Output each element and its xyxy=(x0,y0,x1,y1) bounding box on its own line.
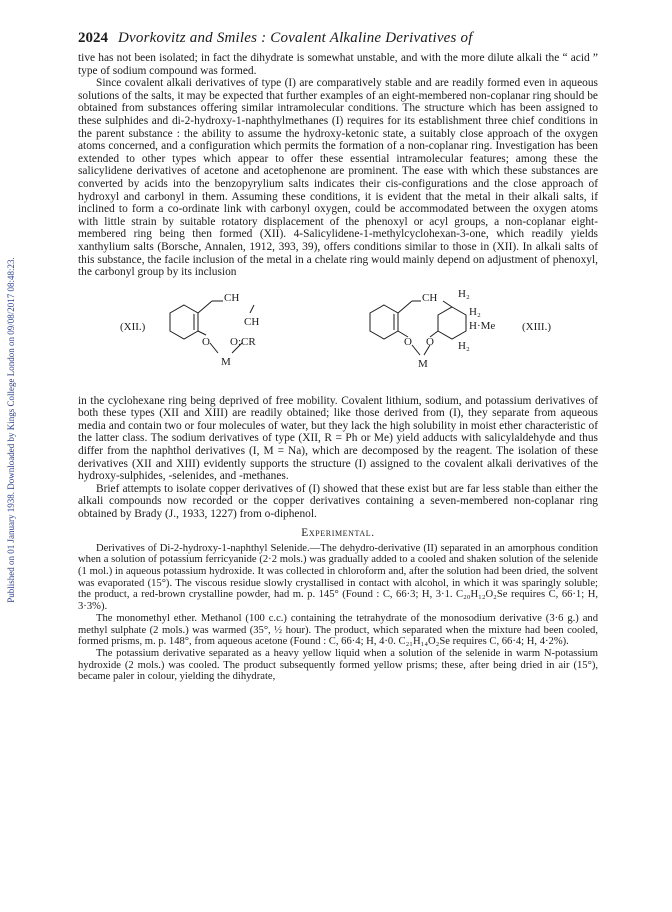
experimental-heading xyxy=(78,527,598,539)
page-number: 2024 xyxy=(78,30,108,46)
chemical-structures-drawing xyxy=(78,283,598,391)
running-title: Dvorkovitz and Smiles : Covalent Alkaline Derivatives of xyxy=(118,30,473,46)
experimental-heading-text: Experimental. xyxy=(301,526,375,539)
atom-ch-right: CH xyxy=(244,315,260,328)
atom-ocr: O:CR xyxy=(230,335,256,348)
paragraph-continuation: tive has not been isolated; in fact the dihydrate is somewhat unstable, and with the more dilute alkali the “ acid ” type of sodium compound was formed. xyxy=(78,52,598,77)
download-watermark xyxy=(0,0,22,912)
experimental-monomethyl-ether: The monomethyl ether. Methanol (100 c.c.) containing the tetrahydrate of the monosodium derivative (3·6 g.) and methyl sulphate (2 mols.) was warmed (35°, ½ hour). The product, which separated when the mixture had been cooled, formed prisms, m. p. 148°, from aqueous acetone (Found : C, 66·4; H, 4·0. C₂₁H₁₄O₂Se requires C, 66·4; H, 4·2%). xyxy=(78,612,598,648)
experimental-selenide: Derivatives of Di-2-hydroxy-1-naphthyl Selenide.—The dehydro-derivative (II) separated in an amorphous condition when a solution of potassium ferricyanide (2·2 mols.) was gradually added to a cooled and shaken solution of the selenide (1 mol.) in aqueous potassium hydroxide. It was collected in chloroform and, after the solution had been dried, the solvent was evaporated (15°). The viscous residue slowly crystallised in contact with alcohol, in which it was sparingly soluble; the product, a red-brown crystalline powder, had m. p. 145° (Found : C, 66·3; H, 3·1. C₂₀H₁₂O₂Se requires C, 66·1; H, 3·3%). xyxy=(78,542,598,613)
structure-figure xyxy=(78,283,598,391)
atom-ch-top: CH xyxy=(224,291,240,304)
published-note: Published on 01 January 1938. Downloaded by Kings College London on 09/08/2017 08:48:23. xyxy=(6,257,16,603)
atom-o-xiii-right: O xyxy=(426,335,434,348)
atom-o-left: O xyxy=(202,335,210,348)
structure-xii-atoms xyxy=(202,292,259,368)
figure-label-xiii: (XIII.) xyxy=(522,320,552,333)
atom-o-xiii-left: O xyxy=(404,335,412,348)
atom-h2-top: H₂ xyxy=(458,287,470,300)
structure-xiii-atoms xyxy=(404,288,495,370)
cyclohexane-ring xyxy=(438,307,466,339)
paragraph-cyclohexane: in the cyclohexane ring being deprived of free mobility. Covalent lithium, sodium, and potassium derivatives of both these types (XII and XIII) are readily obtained; like those derived from (I), they separate from aqueous media and contain two or four molecules of water, but they lack the high solubility in moist ether characteristic of the latter class. The sodium derivatives of type (XII, R = Ph or Me) yield adducts with salicylaldehyde and thus differ from the naphthol derivatives (I, M = Na), which are decomposed by the reagent. The isolation of these derivatives (XII and XIII) evidently supports the structure (I) assigned to the covalent alkali derivatives of the hydroxy-sulphides, -selenides, and -methanes. xyxy=(78,394,598,483)
experimental-potassium-derivative: The potassium derivative separated as a heavy yellow liquid when a solution of the selenide in warm N-potassium hydroxide (2 mols.) was cooled. The product subsequently formed yellow prisms; these, after being dried in air (15°), became paler in colour, yielding the dihydrate, xyxy=(78,647,598,683)
paragraph-covalent-derivatives: Since covalent alkali derivatives of type (I) are comparatively stable and are readily formed even in aqueous solutions of the salts, it may be expected that further examples of an eight-membered non-coplanar ring should be obtained from substances offering similar intramolecular conditions. The structure which has been assigned to these sulphides and di-2-hydroxy-1-naphthylmethanes (I) requires for its establishment three chief conditions in the parent substance : the ability to assume the hydroxy-ketonic state, a suitably close approach of the oxygen atoms concerned, and a configuration which permits the formation of a non-coplanar ring. Investigation has been extended to other types which appear to offer these essential intramolecular features; among these the salicylidene derivatives of acetone and acetophenone are prominent. The ease with which these substances are converted by acids into the benzopyrylium salts indicates their cis-configurations and the close approach of hydroxyl and carbonyl in them. Assuming these conditions, it is evident that the metal in their alkali salts, if inclined to form a co-ordinate link with carbonyl oxygen, could be accommodated between the oxygen atoms with little strain by suitable rotatory displacement of the phenoxyl or acyl groups, a non-coplanar eight-membered ring being then formed (XII). 4-Salicylidene-1-methylcyclohexan-3-one, which readily yields xanthylium salts (Borsche, Annalen, 1912, 393, 39), offers conditions similar to those in (XII). In alkali salts of this substance, the facile inclusion of the metal in a chelate ring would mainly depend on adjustment of phenoxyl, the carbonyl group by its inclusion xyxy=(78,77,598,279)
structure-xiii xyxy=(370,301,466,355)
figure-label-xii: (XII.) xyxy=(120,320,146,333)
running-head xyxy=(78,30,598,52)
atom-m-right: M xyxy=(418,357,428,370)
atom-h-me: H·Me xyxy=(469,319,496,332)
atom-ch-xiii: CH xyxy=(422,291,438,304)
paragraph-copper-derivatives: Brief attempts to isolate copper derivatives of (I) showed that these exist but are far less stable than either the alkali compounds now recorded or the copper derivatives containing a seven-membered non-coplanar ring obtained by Brady (J., 1933, 1227) from o-diphenol. xyxy=(78,482,598,521)
atom-m-left: M xyxy=(221,355,231,368)
atom-h2-mid: H₂ xyxy=(469,305,481,318)
atom-h2-bottom: H₂ xyxy=(458,339,470,352)
journal-page xyxy=(78,30,598,683)
